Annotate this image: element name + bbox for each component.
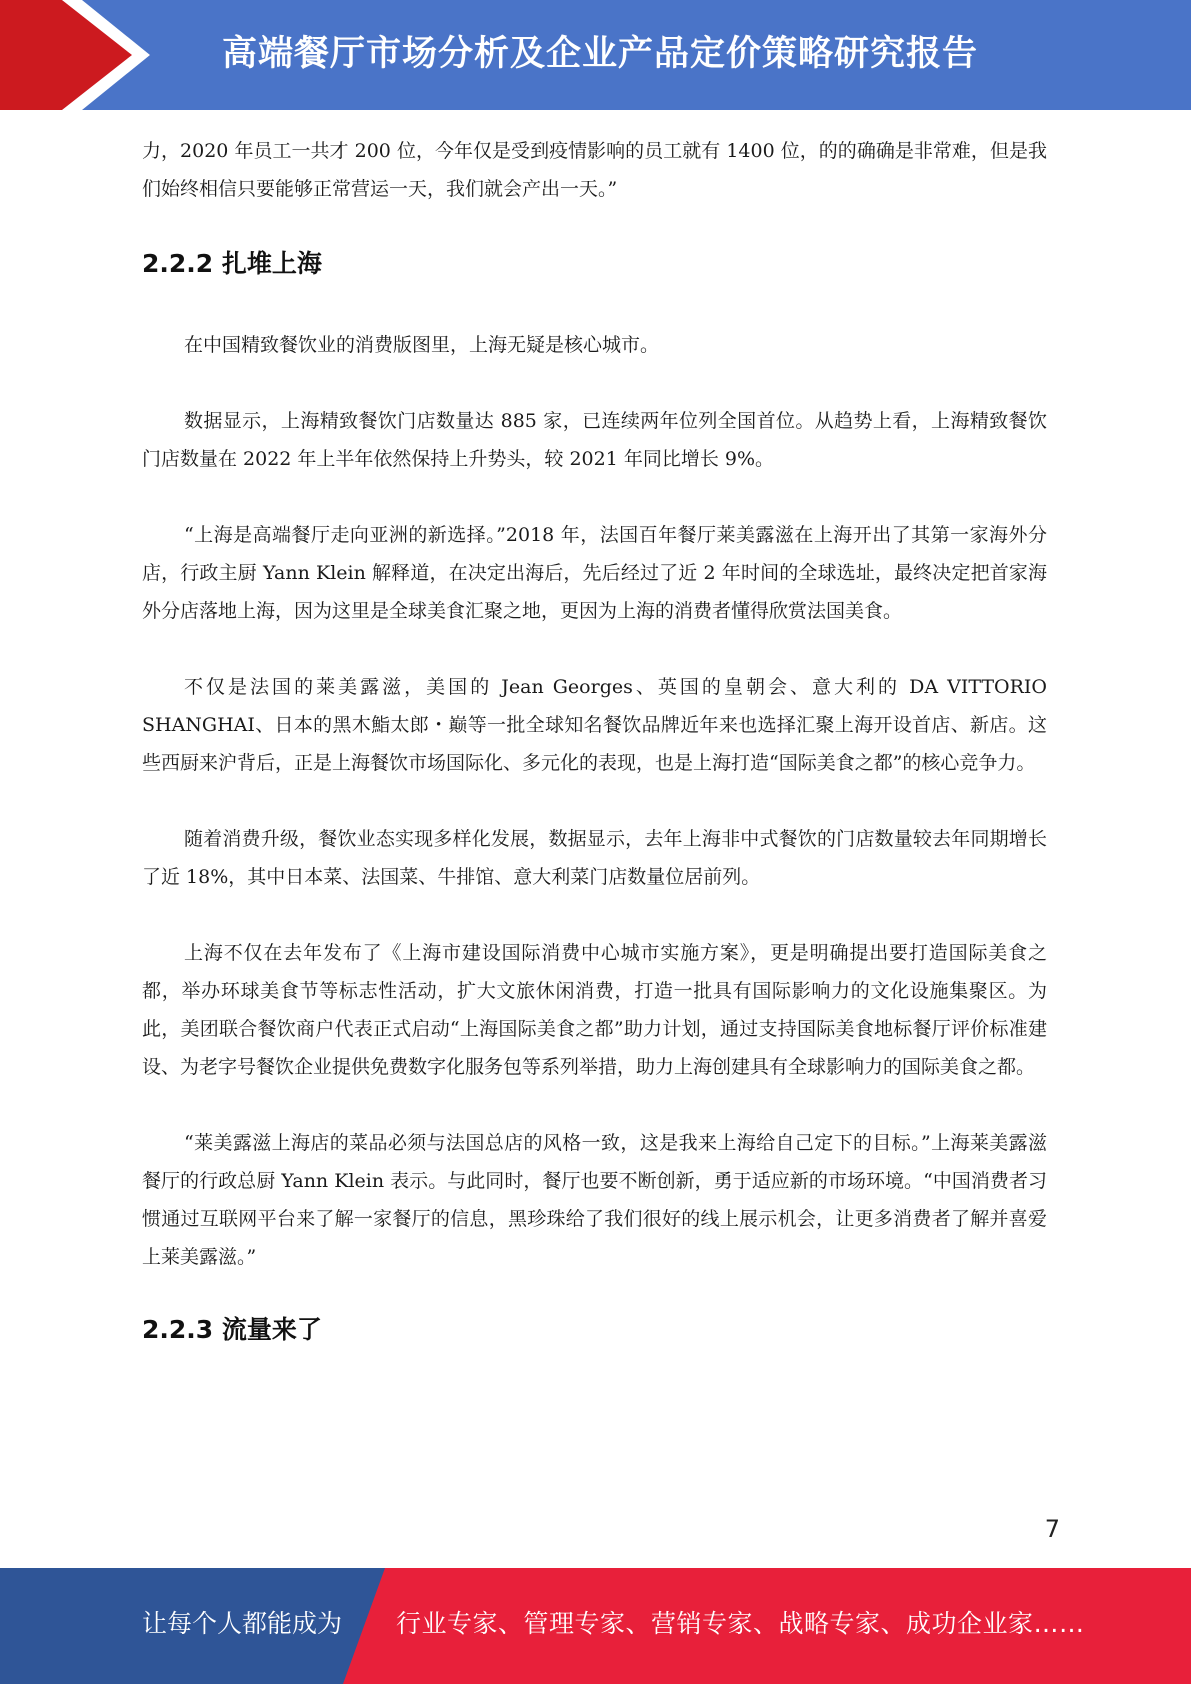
footer-slogan-list: 行业专家、管理专家、营销专家、战略专家、成功企业家…… [396, 1609, 1085, 1638]
page-header [0, 0, 1191, 110]
paragraph: “莱美露滋上海店的菜品必须与法国总店的风格一致，这是我来上海给自己定下的目标。”上海莱美露滋餐厅的行政总厨 Yann Klein 表示。与此同时，餐厅也要不断创新，勇于适应新的市场环境。“中国消费者习惯通过互联网平台来了解一家餐厅的信息，黑珍珠给了我们很好的线上展示机会，让更多消费者了解并喜爱上莱美露滋。” [142, 1132, 1047, 1268]
paragraph: 随着消费升级，餐饮业态实现多样化发展，数据显示，去年上海非中式餐饮的门店数量较去年同期增长了近 18%，其中日本菜、法国菜、牛排馆、意大利菜门店数量位居前列。 [142, 828, 1047, 888]
paragraph: 数据显示，上海精致餐饮门店数量达 885 家，已连续两年位列全国首位。从趋势上看，上海精致餐饮门店数量在 2022 年上半年依然保持上升势头，较 2021 年同比增长 9%。 [142, 410, 1047, 470]
header-chevron-icon [0, 0, 160, 110]
footer-slogan-lead: 让每个人都能成为 [142, 1609, 343, 1638]
page-footer [0, 1568, 1191, 1684]
paragraph: 上海不仅在去年发布了《上海市建设国际消费中心城市实施方案》，更是明确提出要打造国际美食之都，举办环球美食节等标志性活动，扩大文旅休闲消费，打造一批具有国际影响力的文化设施集聚区。为此，美团联合餐饮商户代表正式启动“上海国际美食之都”助力计划，通过支持国际美食地标餐厅评价标准建设、为老字号餐饮企业提供免费数字化服务包等系列举措，助力上海创建具有全球影响力的国际美食之都。 [142, 942, 1047, 1078]
paragraph: 在中国精致餐饮业的消费版图里，上海无疑是核心城市。 [184, 334, 660, 356]
paragraph-continued: 力，2020 年员工一共才 200 位，今年仅是受到疫情影响的员工就有 1400 位，的的确确是非常难，但是我们始终相信只要能够正常营运一天，我们就会产出一天。” [142, 140, 1047, 200]
paragraph: 不仅是法国的莱美露滋，美国的 Jean Georges、英国的皇朝会、意大利的 DA VITTORIO SHANGHAI、日本的黑木鮨太郎・巅等一批全球知名餐饮品牌近年来也选择汇聚上海开设首店、新店。这些西厨来沪背后，正是上海餐饮市场国际化、多元化的表现，也是上海打造“国际美食之都”的核心竞争力。 [142, 676, 1047, 774]
section-heading-2-2-3: 2.2.3 流量来了 [142, 1315, 322, 1344]
document-body [142, 132, 1047, 1350]
paragraph: “上海是高端餐厅走向亚洲的新选择。”2018 年，法国百年餐厅莱美露滋在上海开出了其第一家海外分店，行政主厨 Yann Klein 解释道，在决定出海后，先后经过了近 2 年时间的全球选址，最终决定把首家海外分店落地上海，因为这里是全球美食汇聚之地，更因为上海的消费者懂得欣赏法国美食。 [142, 524, 1047, 622]
page-number: 7 [1044, 1515, 1060, 1543]
report-title: 高端餐厅市场分析及企业产品定价策略研究报告 [222, 34, 979, 74]
section-heading-2-2-2: 2.2.2 扎堆上海 [142, 249, 322, 278]
